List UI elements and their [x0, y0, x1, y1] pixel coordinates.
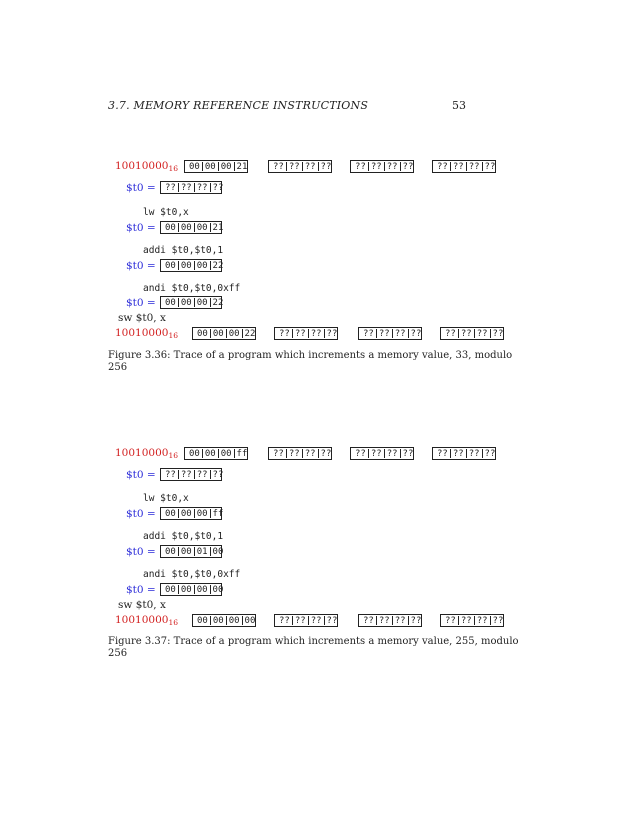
memory-word: ?? ?? ?? ??: [274, 327, 338, 340]
figure-caption: Figure 3.36: Trace of a program which increments a memory value, 33, modulo 256: [108, 350, 513, 373]
memory-word: ?? ?? ?? ??: [432, 447, 496, 460]
memory-word: ?? ?? ?? ??: [350, 447, 414, 460]
register-label: $t0 =: [126, 508, 156, 520]
register-label: $t0 =: [126, 584, 156, 596]
memory-word: ?? ?? ?? ??: [274, 614, 338, 627]
memory-word: ?? ?? ?? ??: [440, 614, 504, 627]
memory-word: 00 00 00 21: [184, 160, 248, 173]
register-word: 00 00 00 21: [160, 221, 222, 234]
register-label: $t0 =: [126, 297, 156, 309]
register-label: $t0 =: [126, 546, 156, 558]
instruction-lw: lw $t0,x: [143, 207, 189, 218]
register-word: 00 00 00 22: [160, 296, 222, 309]
memory-address: $10010000_{16}$: [115, 614, 178, 627]
instruction-lw: lw $t0,x: [143, 493, 189, 504]
memory-word: 00 00 00 22: [192, 327, 256, 340]
page-number: 53: [452, 99, 466, 112]
memory-word: ?? ?? ?? ??: [350, 160, 414, 173]
figure-caption: Figure 3.37: Trace of a program which increments a memory value, 255, modulo 256: [108, 636, 519, 659]
register-label: $t0 =: [126, 260, 156, 272]
memory-word: ?? ?? ?? ??: [268, 160, 332, 173]
memory-word: ?? ?? ?? ??: [358, 614, 422, 627]
instruction-addi: addi $t0,$t0,1: [143, 245, 224, 256]
memory-word: ?? ?? ?? ??: [268, 447, 332, 460]
memory-word: 00 00 00 ff: [184, 447, 248, 460]
register-word: ?? ?? ?? ??: [160, 468, 222, 481]
register-word: 00 00 00 00: [160, 583, 222, 596]
memory-word: ?? ?? ?? ??: [358, 327, 422, 340]
instruction-andi: andi $t0,$t0,0xff: [143, 283, 241, 294]
running-header: 3.7. MEMORY REFERENCE INSTRUCTIONS: [108, 99, 369, 112]
register-label: $t0 =: [126, 182, 156, 194]
memory-word: ?? ?? ?? ??: [440, 327, 504, 340]
register-word: 00 00 01 00: [160, 545, 222, 558]
instruction-sw: sw $t0, x: [118, 312, 166, 324]
memory-address: $10010000_{16}$: [115, 327, 178, 340]
register-word: ?? ?? ?? ??: [160, 181, 222, 194]
register-word: 00 00 00 22: [160, 259, 222, 272]
register-label: $t0 =: [126, 469, 156, 481]
register-word: 00 00 00 ff: [160, 507, 222, 520]
instruction-sw: sw $t0, x: [118, 599, 166, 611]
instruction-addi: addi $t0,$t0,1: [143, 531, 224, 542]
memory-word: ?? ?? ?? ??: [432, 160, 496, 173]
memory-address: $10010000_{16}$: [115, 447, 178, 460]
instruction-andi: andi $t0,$t0,0xff: [143, 569, 241, 580]
memory-address: $10010000_{16}$: [115, 160, 178, 173]
memory-word: 00 00 00 00: [192, 614, 256, 627]
register-label: $t0 =: [126, 222, 156, 234]
